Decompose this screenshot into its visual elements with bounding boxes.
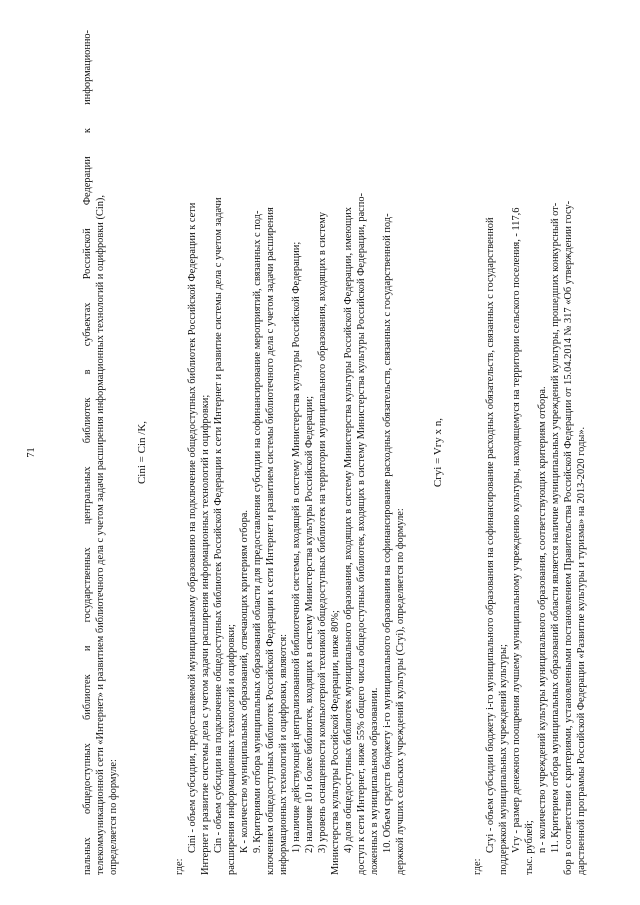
text-line: Cгуi - объем субсидии бюджету i-го муниципального образования на софинансирование расходных обязательств, связанных с государственной: [485, 217, 496, 853]
rotated-page: [0, 30, 640, 875]
intro-line-2: телекоммуникационной сети «Интернет» и развитием библиотечного дела с учетом задачи расширения информационных технологий и оцифровки (Cin),: [95, 195, 106, 875]
text-line: 3) уровень оснащенности компьютерной техникой общедоступных библиотек на территории муниципального образования, входящих в систему: [317, 211, 328, 853]
text-line: Cin - объем субсидии на подключение общедоступных библиотек Российской Федерации к сети Интернет и развитие системы дела с учетом задачи: [213, 197, 224, 853]
text-line: Cini - объем субсидии, предоставляемой муниципальному образованию на подключение общедоступных библиотек Российской Федерации к сети: [187, 202, 198, 853]
text-line: дарственной программы Российской Федерации «Развитие культуры и туризма» на 2013-2020 годы».: [576, 426, 587, 875]
text-line: информационных технологий и оцифровки, являются:: [278, 634, 289, 875]
text-line: расширения информационных технологий и оцифровки;: [226, 624, 237, 875]
text-line: Vгу - размер денежного поощрения лучшему муниципальному учреждению культуры, находящемуся на территории сельского поселения, - 117,6: [511, 207, 522, 853]
intro-line-3: определяется по формуле:: [108, 759, 119, 875]
intro-line-1: пальных общедоступных библиотек и государственных центральных библиотек в субъектах Российской Федерации к информационно-: [82, 30, 93, 875]
text-line: бор в соответствии с критериями, установленными постановлением Правительства Российской Федерации от 15.04.2014 № 317 «Об утверждении госу-: [563, 200, 574, 875]
text-line: 10. Объем средств бюджету i-го муниципального образования на софинансирование расходных обязательств, связанных с государственной под-: [382, 213, 393, 853]
text-line: держкой лучших сельских учреждений культуры (Cгуi), определяется по формуле:: [395, 508, 406, 875]
text-line: Интернет и развитие системы дела с учетом задачи расширения информационных технологий и оцифровки;: [200, 394, 211, 875]
text-line: n - количество учреждений культуры муниципального образования, соответствующих критериям отбора.: [537, 386, 548, 853]
text-line: ключением общедоступных библиотек Российской Федерации к сети Интернет и развитием системы библиотечного дела с учетом задачи расширения: [265, 207, 276, 875]
formula-cgui: Cгуi = Vгу x n,: [432, 417, 444, 488]
text-line: 4) доля общедоступных библиотек муниципального образования, входящих в систему Министерства культуры Российской Федерации, имеющих: [343, 207, 354, 853]
text-line: Министерства культуры Российской Федерации, ниже 80%;: [330, 610, 341, 875]
text-line: 11. Критерием отбора муниципальных образований области является наличие муниципальных учреждений культуры, прошедших конкурсный от-: [550, 202, 561, 853]
document-sheet: [0, 30, 640, 875]
where-label-2: где:: [472, 858, 483, 875]
text-line: ложенных в муниципальном образовании.: [369, 687, 380, 875]
text-line: тыс. рублей;: [524, 820, 535, 875]
text-line: К - количество муниципальных образований, отвечающих критериям отбора.: [239, 509, 250, 853]
text-line: доступ к сети Интернет, ниже 55% общего числа общедоступных библиотек, входящих в систему Министерства культуры Российской Федерации, распо-: [356, 192, 367, 875]
text-line: 9. Критериями отбора муниципальных образований области для предоставления субсидии на софинансирование мероприятий, связанных с под-: [252, 210, 263, 853]
page-number: 71: [26, 447, 37, 458]
where-label-1: где:: [174, 858, 185, 875]
text-line: 1) наличие действующей централизованной библиотечной системы, входящей в систему Министерства культуры Российской Федерации;: [291, 241, 302, 853]
text-line: 2) наличие 10 и более библиотек, входящих в систему Министерства культуры Российской Федерации;: [304, 396, 315, 853]
text-line: поддержкой муниципальных учреждений культуры;: [498, 644, 509, 875]
formula-cini: Cini = Cin /K,: [136, 420, 148, 485]
